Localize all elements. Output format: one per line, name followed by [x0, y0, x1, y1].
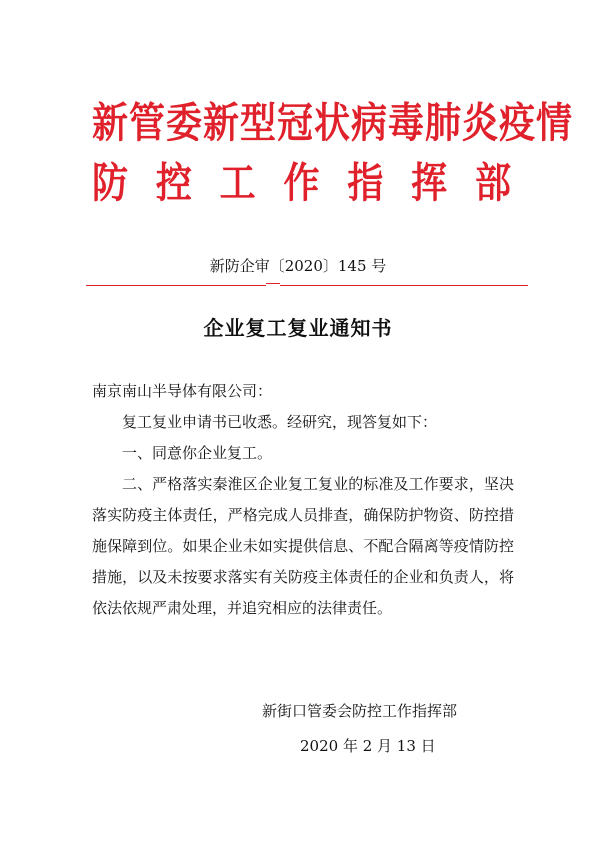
red-divider-star-mark — [266, 283, 280, 288]
header-title-line1: 新管委新型冠状病毒肺炎疫情 — [92, 99, 574, 148]
addressee: 南京南山半导体有限公司： — [92, 382, 273, 400]
red-divider-right — [280, 285, 528, 286]
header-char: 工 — [219, 159, 257, 208]
issue-date: 2020 年 2 月 13 日 — [300, 737, 436, 755]
header-char: 指 — [347, 159, 385, 208]
document-number: 新防企审〔2020〕145 号 — [209, 257, 387, 275]
red-divider-left — [86, 285, 266, 286]
header-char: 控 — [155, 159, 193, 208]
header-char: 防 — [92, 159, 130, 208]
header-title-line2 — [92, 158, 512, 209]
paragraph: 复工复业申请书已收悉。经研究，现答复如下： — [122, 413, 438, 431]
paragraph: 一、同意你企业复工。 — [122, 444, 273, 462]
header-char: 作 — [283, 159, 321, 208]
issuer-signature: 新街口管委会防控工作指挥部 — [262, 702, 458, 720]
header-char: 挥 — [411, 159, 449, 208]
paragraph: 二、严格落实秦淮区企业复工复业的标准及工作要求，坚决落实防疫主体责任，严格完成人员排查，确保防护物资、防控措施保障到位。如果企业未如实提供信息、不配合隔离等疫情防控措施，以及未按要求落实有关防疫主体责任的企业和负责人，将依法依规严肃处理，并追究相应的法律责任。 — [92, 475, 514, 617]
header-char: 部 — [474, 159, 512, 208]
body-paragraphs — [92, 407, 514, 624]
notice-title: 企业复工复业通知书 — [203, 316, 393, 340]
